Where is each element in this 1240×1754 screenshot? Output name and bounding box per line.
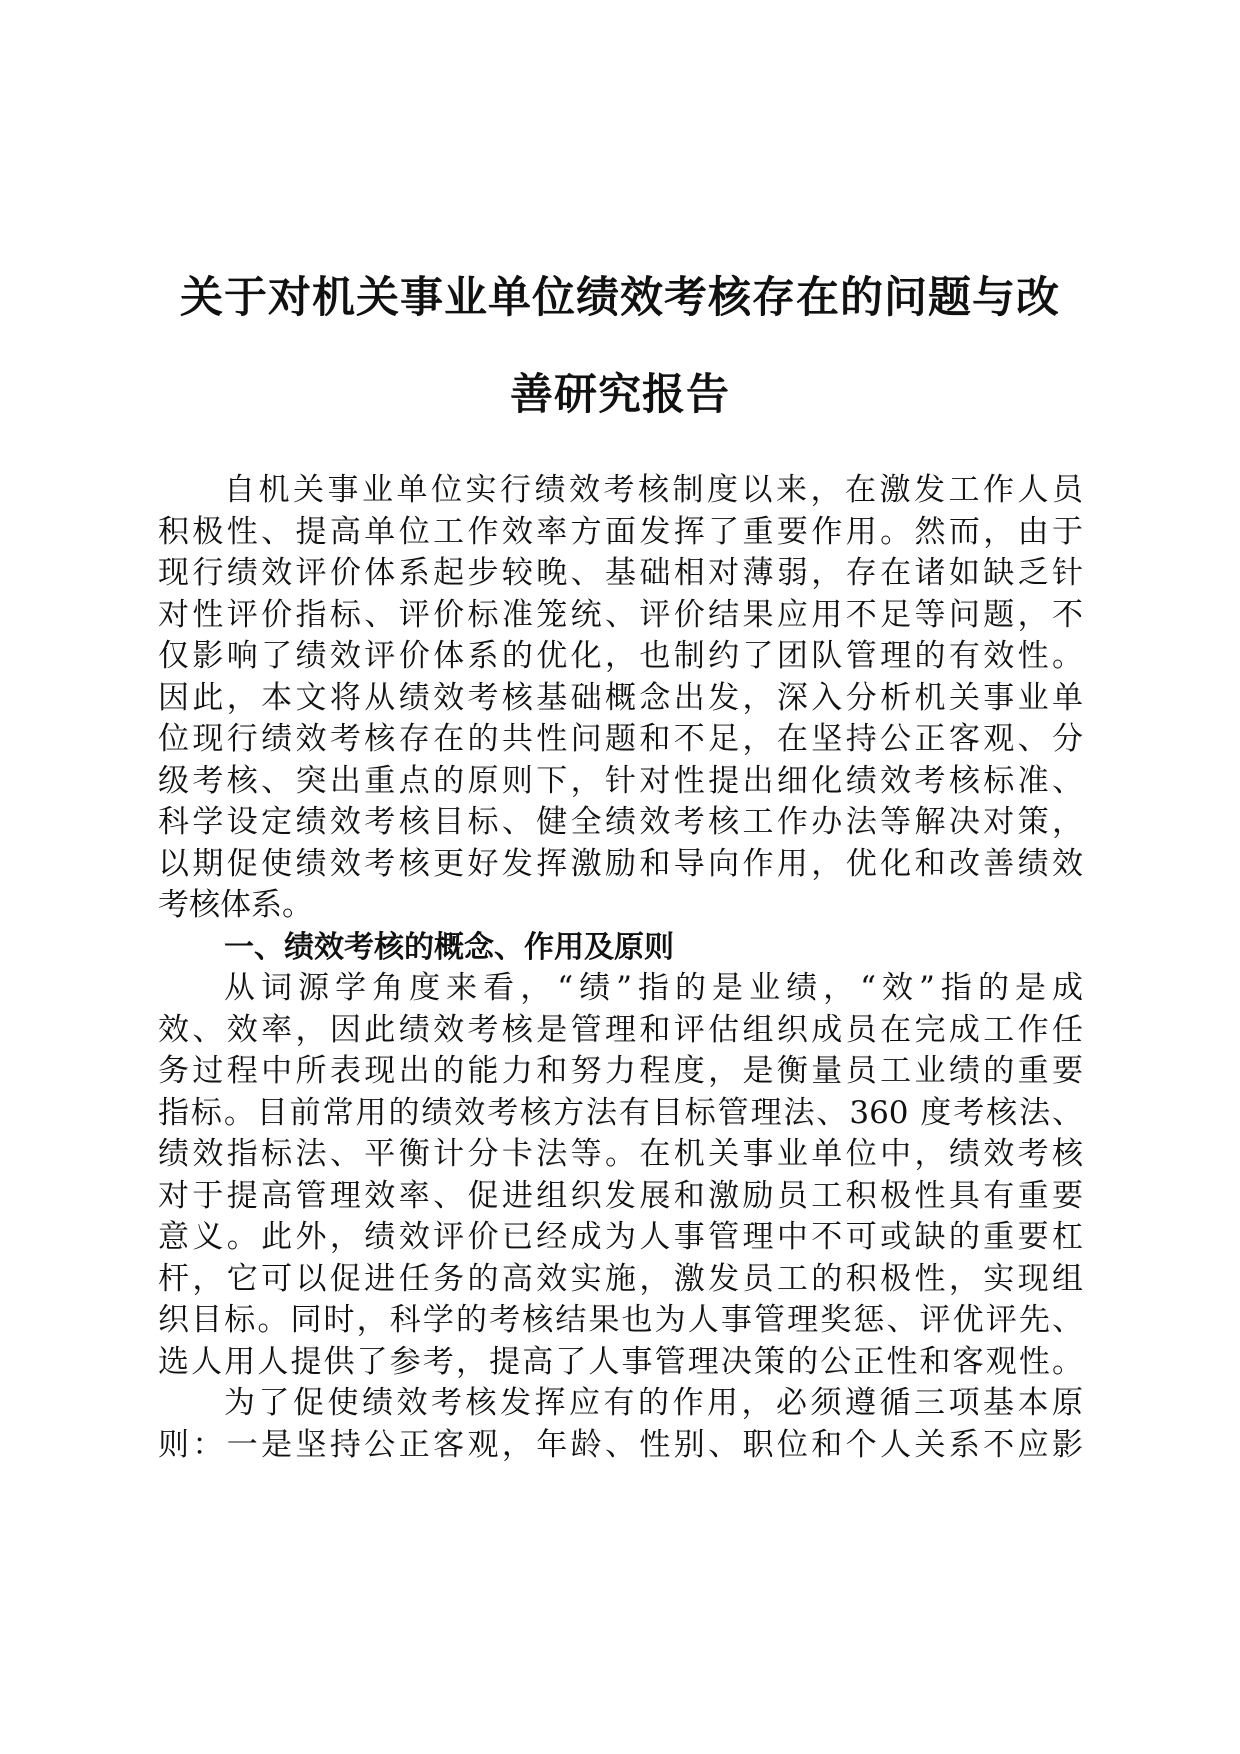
paragraph-line: 则：一是坚持公正客观，年龄、性别、职位和个人关系不应影 — [158, 1426, 1083, 1463]
title-line-1: 关于对机关事业单位绩效考核存在的问题与改 — [180, 273, 1060, 323]
title-line-2: 善研究报告 — [510, 370, 730, 420]
paragraph-line: 杆，它可以促进任务的高效实施，激发员工的积极性，实现组 — [158, 1260, 1083, 1297]
paragraph-principles — [158, 1383, 1083, 1466]
paragraph-line: 选人用人提供了参考，提高了人事管理决策的公正性和客观性。 — [158, 1343, 1083, 1380]
paragraph-line: 从词源学角度来看，“绩”指的是业绩，“效”指的是成 — [224, 970, 1083, 1006]
paragraph-line: 效、效率，因此绩效考核是管理和评估组织成员在完成工作任 — [158, 1011, 1083, 1048]
paragraph-line: 自机关事业单位实行绩效考核制度以来，在激发工作人员 — [224, 472, 1083, 508]
paragraph-line: 因此，本文将从绩效考核基础概念出发，深入分析机关事业单 — [158, 679, 1083, 716]
paragraph-line: 科学设定绩效考核目标、健全绩效考核工作办法等解决对策， — [158, 804, 1083, 840]
paragraph-intro — [158, 470, 1083, 927]
paragraph-line: 意义。此外，绩效评价已经成为人事管理中不可或缺的重要杠 — [158, 1219, 1083, 1255]
paragraph-line: 仅影响了绩效评价体系的优化，也制约了团队管理的有效性。 — [158, 638, 1083, 674]
paragraph-line: 位现行绩效考核存在的共性问题和不足，在坚持公正客观、分 — [158, 721, 1083, 757]
paragraph-line: 级考核、突出重点的原则下，针对性提出细化绩效考核标准、 — [158, 762, 1083, 799]
document-title — [150, 250, 1090, 444]
paragraph-line: 务过程中所表现出的能力和努力程度，是衡量员工业绩的重要 — [158, 1053, 1083, 1089]
paragraph-concept — [158, 968, 1083, 1383]
document-body — [158, 470, 1083, 1466]
section-heading: 一、绩效考核的概念、作用及原则 — [224, 929, 674, 965]
paragraph-line: 考核体系。 — [158, 887, 313, 923]
paragraph-line: 以期促使绩效考核更好发挥激励和导向作用，优化和改善绩效 — [158, 845, 1083, 882]
paragraph-line: 对性评价指标、评价标准笼统、评价结果应用不足等问题，不 — [158, 596, 1083, 633]
paragraph-line: 绩效指标法、平衡计分卡法等。在机关事业单位中，绩效考核 — [158, 1136, 1083, 1172]
paragraph-line: 对于提高管理效率、促进组织发展和激励员工积极性具有重要 — [158, 1177, 1083, 1214]
paragraph-line: 积极性、提高单位工作效率方面发挥了重要作用。然而，由于 — [158, 513, 1083, 550]
paragraph-line: 现行绩效评价体系起步较晚、基础相对薄弱，存在诸如缺乏针 — [158, 555, 1083, 591]
paragraph-line: 为了促使绩效考核发挥应有的作用，必须遵循三项基本原 — [224, 1385, 1083, 1421]
paragraph-line: 织目标。同时，科学的考核结果也为人事管理奖惩、评优评先、 — [158, 1302, 1083, 1338]
paragraph-line: 指标。目前常用的绩效考核方法有目标管理法、360 度考核法、 — [158, 1094, 1083, 1131]
